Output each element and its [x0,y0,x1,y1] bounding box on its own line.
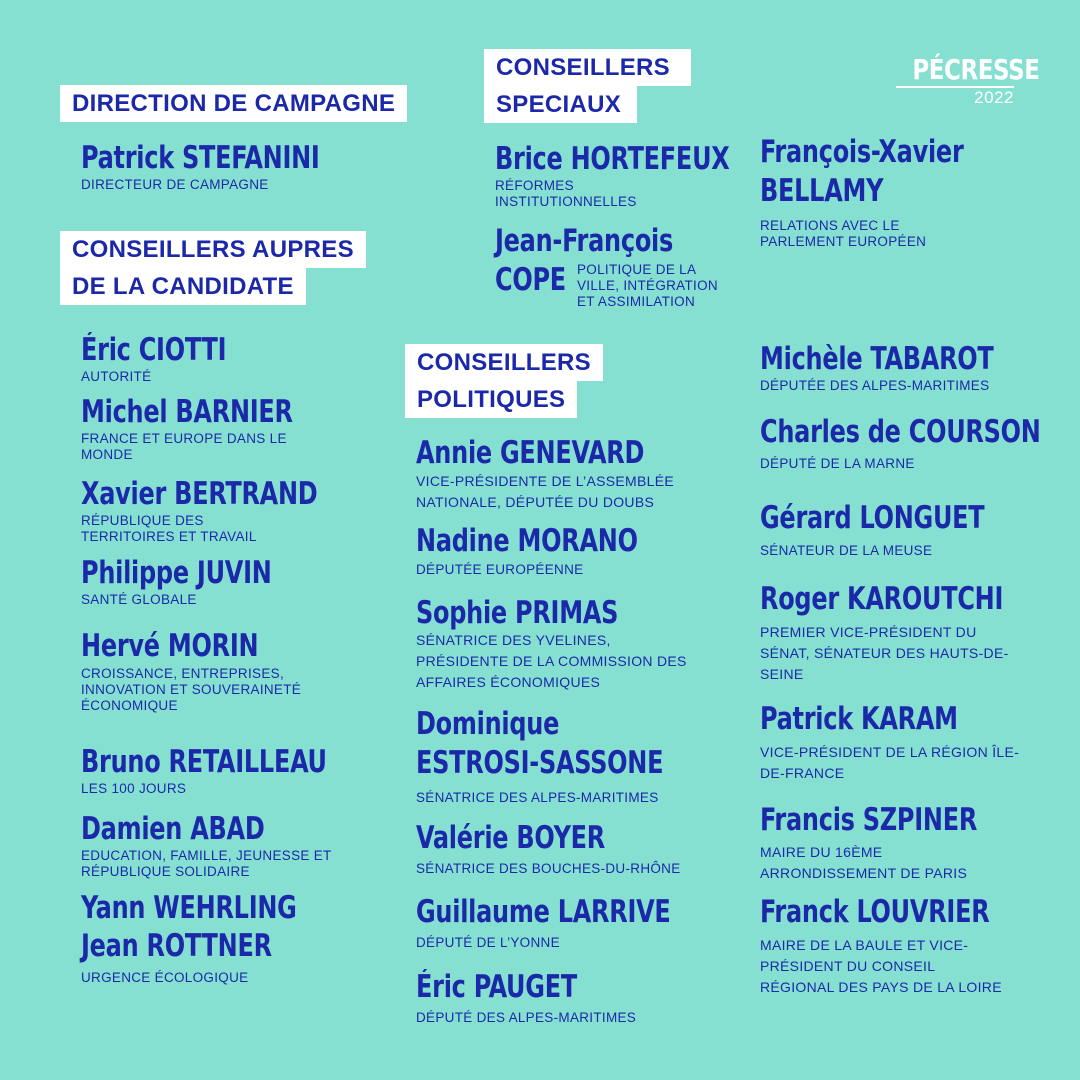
member-name: Roger KAROUTCHI [760,581,1004,617]
member-name: Xavier BERTRAND [81,476,318,512]
member-name: Éric CIOTTI [81,332,227,368]
member-role: SÉNATRICE DES ALPES-MARITIMES [416,790,659,805]
member-name: Jean-François [495,223,674,259]
member-name: Damien ABAD [81,811,265,847]
member-name: Bruno RETAILLEAU [81,744,327,780]
member-name-second: ESTROSI-SASSONE [416,745,664,781]
member-role: VICE-PRÉSIDENTE DE L’ASSEMBLÉE NATIONALE, DÉPUTÉE DU DOUBS [416,473,674,510]
member-name: Guillaume LARRIVE [416,894,671,930]
member-role: PREMIER VICE-PRÉSIDENT DU SÉNAT, SÉNATEUR DES HAUTS-DE-SEINE [760,624,1009,682]
logo-wordmark: PÉCRESSE [912,53,1040,86]
section-header-direction: DIRECTION DE CAMPAGNE [60,85,407,122]
member-role: SÉNATEUR DE LA MEUSE [760,543,933,558]
member-role: VICE-PRÉSIDENT DE LA RÉGION ÎLE-DE-FRANCE [760,744,1020,781]
member-role: AUTORITÉ [81,369,152,384]
member-name: Michèle TABAROT [760,341,994,377]
pecresse-2022-logo [890,53,1040,107]
section-header-politiques-line1: CONSEILLERS [405,344,603,381]
member-role: LES 100 JOURS [81,781,187,796]
section-header-politiques-line2: POLITIQUES [405,381,577,418]
member-name: Franck LOUVRIER [760,894,990,930]
member-role: EDUCATION, FAMILLE, JEUNESSE ET RÉPUBLIQUE SOLIDAIRE [81,848,332,879]
member-name: Hervé MORIN [81,628,259,664]
member-name: Nadine MORANO [416,523,638,559]
member-role: MAIRE DE LA BAULE ET VICE-PRÉSIDENT DU CONSEIL RÉGIONAL DES PAYS DE LA LOIRE [760,937,1002,995]
member-name-second: COPE [495,262,566,298]
member-name: Francis SZPINER [760,802,978,838]
member-role: DÉPUTÉ DE L’YONNE [416,935,560,950]
member-role: DÉPUTÉE DES ALPES-MARITIMES [760,378,990,393]
member-name: Valérie BOYER [416,820,606,856]
member-name: Sophie PRIMAS [416,595,619,631]
logo-year: 2022 [974,88,1014,107]
member-name: Patrick STEFANINI [81,140,320,176]
member-role: URGENCE ÉCOLOGIQUE [81,970,249,985]
member-role: SÉNATRICE DES BOUCHES-DU-RHÔNE [416,861,681,876]
member-role: SÉNATRICE DES YVELINES, PRÉSIDENTE DE LA COMMISSION DES AFFAIRES ÉCONOMIQUES [416,632,687,690]
member-name: Gérard LONGUET [760,500,985,536]
member-role: DIRECTEUR DE CAMPAGNE [81,177,269,192]
member-name: Brice HORTEFEUX [495,141,730,177]
member-name: François-Xavier [760,134,964,170]
member-role: DÉPUTÉ DE LA MARNE [760,456,915,471]
member-name: Michel BARNIER [81,394,293,430]
member-name: Annie GENEVARD [416,435,645,471]
member-role: FRANCE ET EUROPE DANS LE MONDE [81,431,287,462]
member-role: CROISSANCE, ENTREPRISES, INNOVATION ET SOUVERAINETÉ ÉCONOMIQUE [81,666,302,713]
section-header-aupres-line1: CONSEILLERS AUPRES [60,231,366,268]
member-name: Philippe JUVIN [81,555,272,591]
member-role: RÉFORMES INSTITUTIONNELLES [495,178,637,209]
member-role: DÉPUTÉE EUROPÉENNE [416,562,584,577]
member-role: SANTÉ GLOBALE [81,592,197,607]
section-header-speciaux-line1: CONSEILLERS [484,49,691,86]
section-header-speciaux-line2: SPECIAUX [484,86,637,123]
member-name: Dominique [416,706,560,742]
member-role: POLITIQUE DE LA VILLE, INTÉGRATION ET ASSIMILATION [577,262,718,309]
member-name: Yann WEHRLING [81,890,297,926]
section-header-aupres-line2: DE LA CANDIDATE [60,268,306,305]
member-name-second: BELLAMY [760,173,884,209]
member-role: RÉPUBLIQUE DES TERRITOIRES ET TRAVAIL [81,513,257,544]
member-name: Charles de COURSON [760,414,1041,450]
member-name: Patrick KARAM [760,701,958,737]
member-role: DÉPUTÉ DES ALPES-MARITIMES [416,1010,637,1025]
member-role: RELATIONS AVEC LE PARLEMENT EUROPÉEN [760,218,927,249]
member-name: Éric PAUGET [416,969,577,1005]
member-name-second: Jean ROTTNER [81,928,272,964]
member-role: MAIRE DU 16ÈME ARRONDISSEMENT DE PARIS [760,844,968,881]
